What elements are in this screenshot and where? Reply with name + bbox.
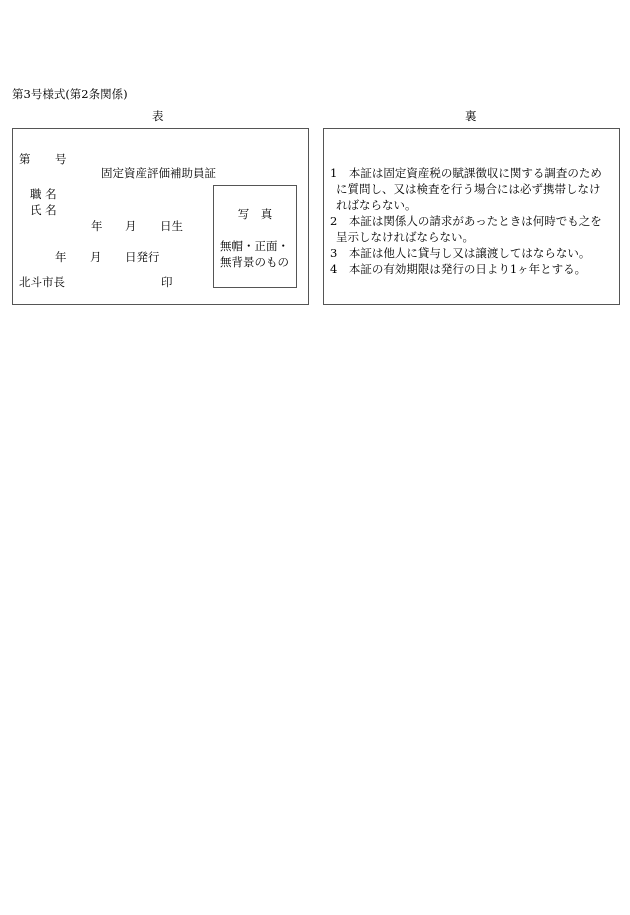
birth-year: 年	[91, 219, 103, 233]
note-text: 本証の有効期限は発行の日より1ヶ年とする。	[348, 262, 587, 276]
issuer: 北斗市長	[19, 275, 65, 289]
birth-day: 日生	[160, 219, 183, 233]
front-card	[12, 128, 309, 305]
issue-month: 月	[90, 250, 102, 264]
photo-title: 写 真	[237, 207, 273, 221]
card-title: 固定資産評価補助員証	[101, 166, 216, 180]
photo-box	[213, 185, 297, 288]
number-prefix: 第	[19, 152, 31, 166]
issue-day: 日発行	[125, 250, 160, 264]
birth-month: 月	[125, 219, 137, 233]
note-number: 4	[330, 262, 338, 276]
form-title: 第3号様式(第2条関係)	[12, 87, 128, 101]
back-note-1	[330, 165, 602, 213]
note-text: ればならない。	[336, 198, 417, 212]
note-number: 3	[330, 246, 338, 260]
back-note-3	[330, 245, 590, 261]
note-number: 1	[330, 166, 338, 180]
note-text: 本証は関係人の請求があったときは何時でも之を	[348, 214, 602, 228]
photo-note-line2: 無背景のもの	[220, 255, 289, 269]
back-heading: 裏	[465, 109, 477, 123]
note-text: 呈示しなければならない。	[336, 230, 474, 244]
back-note-2	[330, 213, 602, 245]
note-text: 本証は他人に貸与し又は譲渡してはならない。	[348, 246, 591, 260]
photo-note-line1: 無帽・正面・	[220, 239, 289, 253]
post-label: 職 名	[30, 187, 57, 201]
note-text: 本証は固定資産税の賦課徴収に関する調査のため	[348, 166, 602, 180]
seal-mark: 印	[161, 275, 173, 289]
front-heading: 表	[152, 109, 164, 123]
issue-year: 年	[55, 250, 67, 264]
back-card	[323, 128, 620, 305]
note-text: に質問し、又は検査を行う場合には必ず携帯しなけ	[336, 182, 601, 196]
note-number: 2	[330, 214, 338, 228]
back-note-4	[330, 261, 586, 277]
number-suffix: 号	[55, 152, 67, 166]
name-label: 氏 名	[30, 203, 57, 217]
